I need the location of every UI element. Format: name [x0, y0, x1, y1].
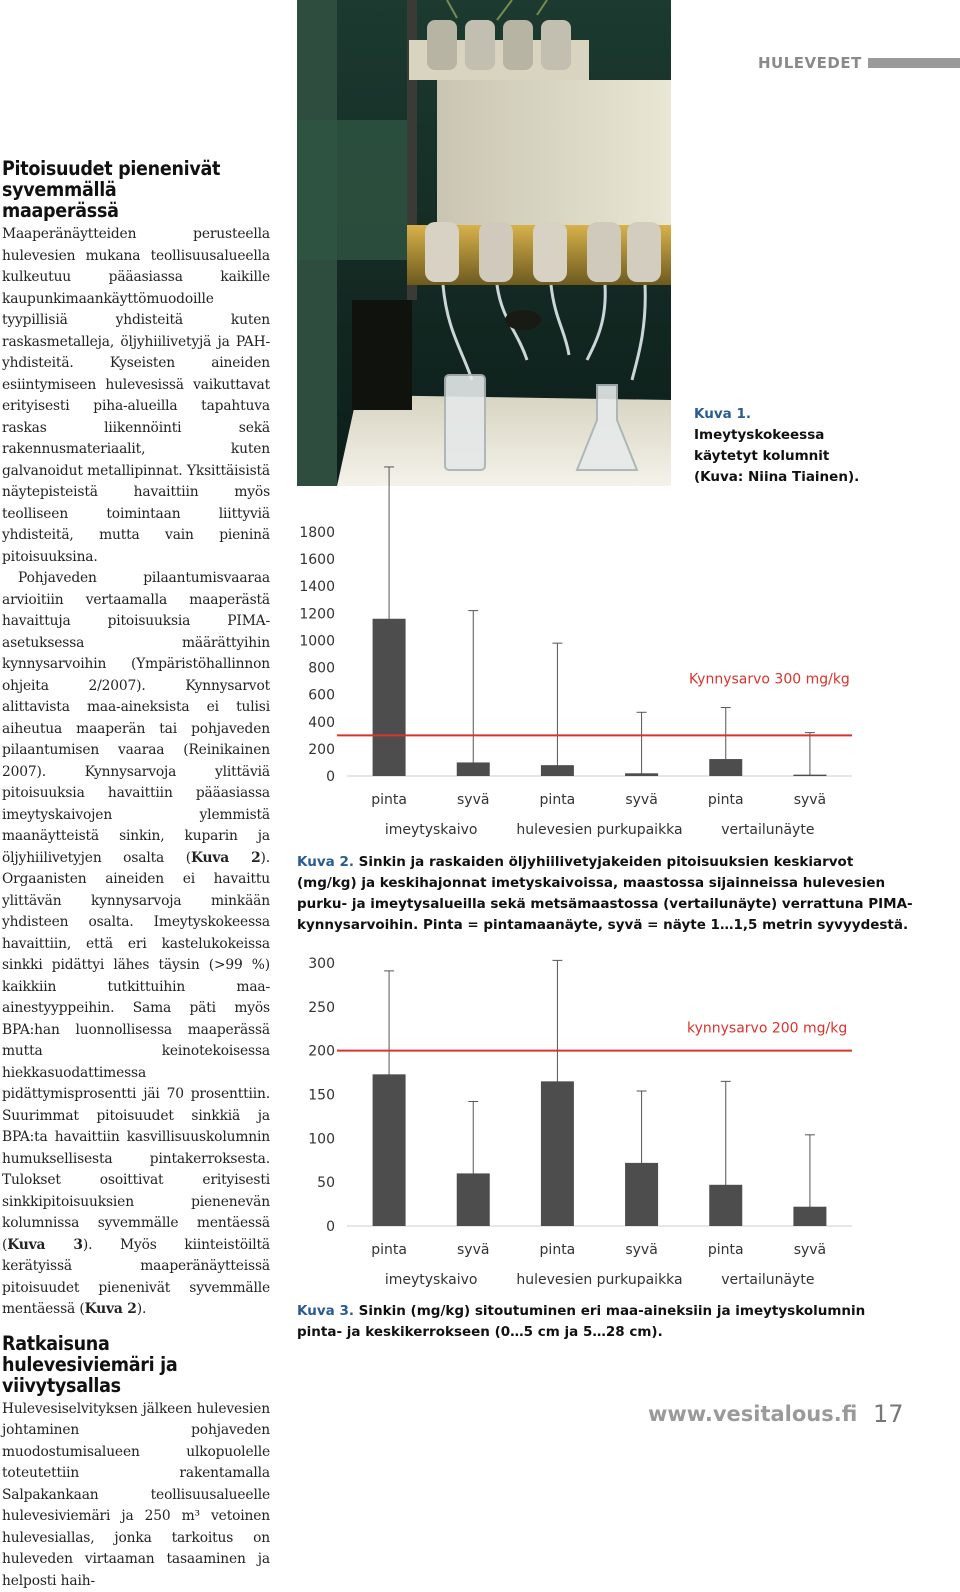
paragraph-3: Hulevesiselvityksen jälkeen hulevesien johtaminen pohjaveden muodostumisalueen ulkopuolelle toteutettiin rakentamalla Salpakankaan teollisuusalueelle hulevesiviemäri ja 250 m³ vetoinen hulevesiallas, jonka tarkoitus on huleveden virtaaman tasaaminen ja helposti haih-	[2, 1399, 270, 1592]
caption-kuva3	[297, 1301, 865, 1343]
y-tick-label: 600	[308, 688, 335, 704]
bar	[625, 1163, 658, 1226]
category-label: pinta	[371, 1242, 407, 1258]
y-tick-label: 250	[308, 1000, 335, 1016]
y-tick-label: 100	[308, 1131, 335, 1147]
paragraph-2	[2, 568, 270, 1321]
article-column	[2, 158, 270, 1592]
bar	[457, 1173, 490, 1226]
page-number: 17	[873, 1400, 904, 1428]
section-bar	[868, 58, 960, 68]
caption-kuva3-line1: Sinkin (mg/kg) sitoutuminen eri maa-aineksiin ja imeytyskolumnin	[359, 1303, 866, 1319]
y-tick-label: 1400	[299, 579, 335, 595]
p2-part-b: ). Orgaanisten aineiden ei havaittu ylittävän kynnysarvoja minkään yhdisteen osalta. Imeytyskokeessa havaittiin, että eri kastelukokeissa sinkki pidättyi lähes täysin (>99 %) kaikkiin tutkittuihin maa-ainestyyppeihin. Sama päti myös BPA:han luonnollisessa maaperässä mutta keinotekoisessa hiekkasuodattimessa pidättymisprosentti jäi 70 prosenttiin. Suurimmat pitoisuudet sinkkiä ja BPA:ta havaittiin kasvillisuuskolumnin humuksellisesta pintakerroksesta. Tulokset osoittivat erityisesti sinkkipitoisuuksien pienenevän kolumnissa syvemmälle mentäessä (	[2, 850, 270, 1253]
bar	[373, 1074, 406, 1226]
heading-pitoisuudet: Pitoisuudet pienenivät syvemmällä maaperässä	[2, 158, 222, 221]
bar	[709, 1185, 742, 1226]
ref-kuva2: Kuva 2	[191, 850, 261, 866]
p2-part-a: Pohjaveden pilaantumisvaaraa arvioitiin vertaamalla maaperästä havaittuja pitoisuuksia PIMA-asetuksessa määrättyihin kynnysarvoihin (Ympäristöhallinnon ohjeita 2/2007). Kynnysarvot alittavista maa-aineksista ei tulisi aiheutua maaperän tai pohjaveden pilaantumisen vaaraa (Reinikainen 2007). Kynnysarvoja ylittäviä pitoisuuksia havaittiin pääasiassa imeytyskaivojen ylemmistä maanäytteistä sinkin, kuparin ja öljyhiilivetyjen osalta (	[2, 570, 270, 866]
bar	[541, 1081, 574, 1226]
bar	[541, 765, 574, 776]
group-label: hulevesien purkupaikka	[516, 1272, 682, 1288]
y-tick-label: 150	[308, 1088, 335, 1104]
caption-kuva1-label: Kuva 1.	[694, 406, 751, 422]
y-tick-label: 1600	[299, 552, 335, 568]
group-label: imeytyskaivo	[385, 1272, 478, 1288]
p2-part-c: ). Myös kiinteistöiltä kerätyissä maaperänäytteissä pitoisuudet pienenivät syvemmälle mentäessä (	[2, 1237, 270, 1318]
category-label: syvä	[457, 792, 489, 808]
ref-kuva3: Kuva 3	[7, 1237, 83, 1253]
caption-kuva2-line2: (mg/kg) ja keskihajonnat imetyskaivoissa, maastossa sijainneissa hulevesien	[297, 873, 913, 894]
caption-kuva1-line2: käytetyt kolumnit	[694, 446, 859, 467]
category-label: syvä	[625, 792, 657, 808]
bar	[625, 773, 658, 776]
p2-part-d: ).	[137, 1301, 146, 1317]
bar	[457, 762, 490, 776]
column-experiment-photo	[297, 0, 671, 486]
y-tick-label: 0	[326, 1219, 335, 1235]
chart-kuva3	[297, 950, 857, 1295]
footer-url: www.vesitalous.fi	[648, 1402, 857, 1426]
bar	[709, 759, 742, 776]
paragraph-1: Maaperänäytteiden perusteella hulevesien mukana teollisuusalueella kulkeutuu pääasiassa kaikille kaupunkimaankäyttömuodoille tyypillisiä yhdisteitä kuten raskasmetalleja, öljyhiilivetyjä ja PAH-yhdisteitä. Kyseisten aineiden esiintymiseen hulevesissä vaikuttavat erityisesti piha-alueilla tapahtuva raskas liikennöinti sekä rakennusmateriaalit, kuten galvanoidut metallipinnat. Yksittäisistä näytepisteistä havaittiin myös teolliseen toimintaan liittyviä yhdisteitä, mutta vain pieninä pitoisuuksina.	[2, 224, 270, 568]
y-tick-label: 300	[308, 956, 335, 972]
y-tick-label: 200	[308, 1044, 335, 1060]
y-tick-label: 0	[326, 769, 335, 785]
y-tick-label: 50	[317, 1175, 335, 1191]
threshold-label: Kynnysarvo 300 mg/kg	[689, 671, 850, 687]
y-tick-label: 800	[308, 661, 335, 677]
category-label: pinta	[540, 792, 576, 808]
category-label: pinta	[708, 1242, 744, 1258]
caption-kuva2-line4: kynnysarvoihin. Pinta = pintamaanäyte, syvä = näyte 1…1,5 metrin syvyydestä.	[297, 915, 913, 936]
group-label: hulevesien purkupaikka	[516, 822, 682, 838]
category-label: syvä	[794, 1242, 826, 1258]
category-label: pinta	[540, 1242, 576, 1258]
caption-kuva3-label: Kuva 3.	[297, 1303, 354, 1319]
group-label: vertailunäyte	[721, 1272, 814, 1288]
threshold-label: kynnysarvo 200 mg/kg	[687, 1021, 847, 1037]
caption-kuva3-line2: pinta- ja keskikerrokseen (0…5 cm ja 5…28 cm).	[297, 1322, 865, 1343]
y-tick-label: 1000	[299, 633, 335, 649]
bar	[793, 775, 826, 776]
caption-kuva2-line3: purku- ja imeytysalueilla sekä metsämaastossa (vertailunäyte) verrattuna PIMA-	[297, 894, 913, 915]
bar	[793, 1207, 826, 1226]
y-tick-label: 1800	[299, 525, 335, 541]
group-label: imeytyskaivo	[385, 822, 478, 838]
category-label: syvä	[457, 1242, 489, 1258]
bar	[373, 619, 406, 776]
category-label: syvä	[625, 1242, 657, 1258]
chart-kuva2	[297, 515, 857, 850]
caption-kuva1-line3: (Kuva: Niina Tiainen).	[694, 467, 859, 488]
category-label: pinta	[708, 792, 744, 808]
category-label: pinta	[371, 792, 407, 808]
caption-kuva1	[694, 404, 859, 488]
category-label: syvä	[794, 792, 826, 808]
group-label: vertailunäyte	[721, 822, 814, 838]
y-tick-label: 1200	[299, 606, 335, 622]
caption-kuva2	[297, 852, 913, 936]
ref-kuva2-second: Kuva 2	[85, 1301, 137, 1317]
caption-kuva2-line1: Sinkin ja raskaiden öljyhiilivetyjakeiden pitoisuuksien keskiarvot	[359, 854, 854, 870]
y-tick-label: 400	[308, 715, 335, 731]
caption-kuva2-label: Kuva 2.	[297, 854, 354, 870]
heading-ratkaisuna: Ratkaisuna hulevesiviemäri ja viivytysallas	[2, 1333, 264, 1396]
caption-kuva1-line1: Imeytyskokeessa	[694, 425, 859, 446]
y-tick-label: 200	[308, 742, 335, 758]
section-label: HULEVEDET	[758, 54, 862, 72]
